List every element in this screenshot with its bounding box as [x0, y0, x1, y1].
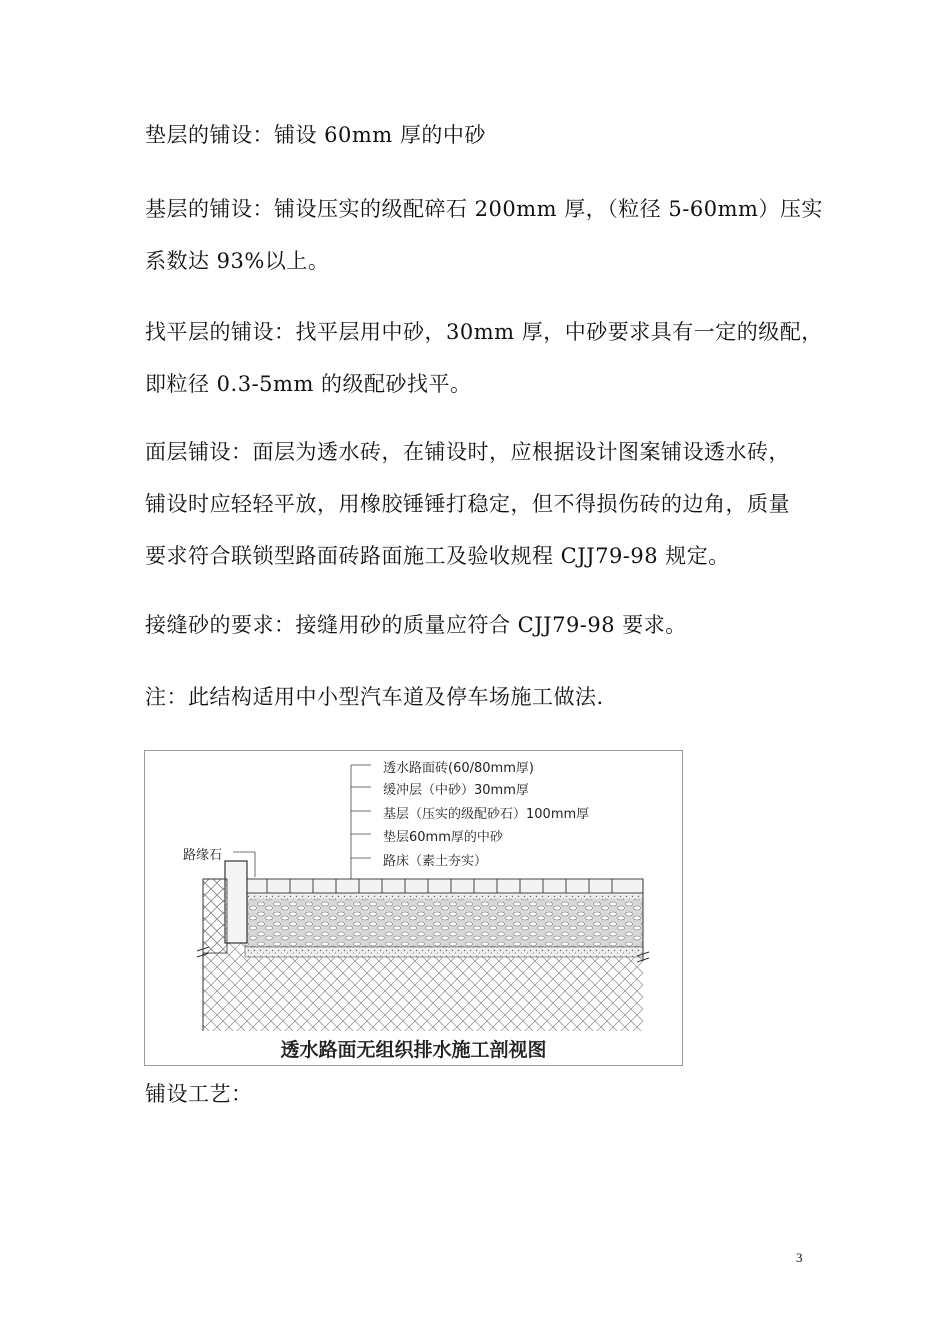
base-gravel-layer [245, 897, 643, 947]
layer-label-bedding: 垫层60mm厚的中砂 [383, 830, 503, 845]
cushion-sand-layer [245, 947, 643, 957]
text-line: 要求符合联锁型路面砖路面施工及验收规程 CJJ79-98 规定。 [145, 544, 730, 568]
text-line: 即粒径 0.3-5mm 的级配砂找平。 [145, 372, 472, 396]
text-line: 注：此结构适用中小型汽车道及停车场施工做法. [145, 685, 604, 709]
paragraph-note [145, 671, 825, 723]
paragraph-leveling [145, 306, 825, 410]
text-line: 找平层的铺设：找平层用中砂，30mm 厚，中砂要求具有一定的级配， [145, 320, 823, 344]
curb-stone [225, 861, 247, 943]
paragraph-cushion [145, 109, 825, 161]
curb-stone-label: 路缘石 [183, 848, 223, 863]
paragraph-surface [145, 426, 825, 582]
curb-foundation [203, 879, 227, 953]
page-number: 3 [796, 1250, 803, 1265]
layer-label-subgrade: 路床（素土夯实） [383, 854, 488, 869]
layer-label-base: 基层（压实的级配砂石）100mm厚 [383, 807, 590, 822]
text-line: 系数达 93%以上。 [145, 249, 330, 273]
layer-label-cushion: 缓冲层（中砂）30mm厚 [383, 783, 529, 798]
cross-section-drawing [145, 751, 682, 1065]
leader-lines [233, 765, 371, 879]
paragraph-joint-sand [145, 599, 825, 651]
cross-section-figure [144, 750, 683, 1066]
paragraph-base [145, 183, 825, 287]
paving-brick-layer [245, 879, 643, 893]
figure-caption: 透水路面无组织排水施工剖视图 [280, 1039, 547, 1061]
layer-label-paving-brick: 透水路面砖(60/80mm厚) [383, 761, 534, 776]
text-line: 面层铺设：面层为透水砖，在铺设时，应根据设计图案铺设透水砖， [145, 440, 790, 464]
text-line: 铺设时应轻轻平放，用橡胶锤锤打稳定，但不得损伤砖的边角，质量 [145, 492, 790, 516]
text-line: 铺设工艺： [145, 1082, 253, 1106]
paragraph-process-heading [145, 1068, 825, 1120]
text-line: 接缝砂的要求：接缝用砂的质量应符合 CJJ79-98 要求。 [145, 613, 687, 637]
text-line: 垫层的铺设：铺设 60mm 厚的中砂 [145, 123, 486, 147]
text-line: 基层的铺设：铺设压实的级配碎石 200mm 厚，（粒径 5-60mm）压实 [145, 197, 823, 221]
